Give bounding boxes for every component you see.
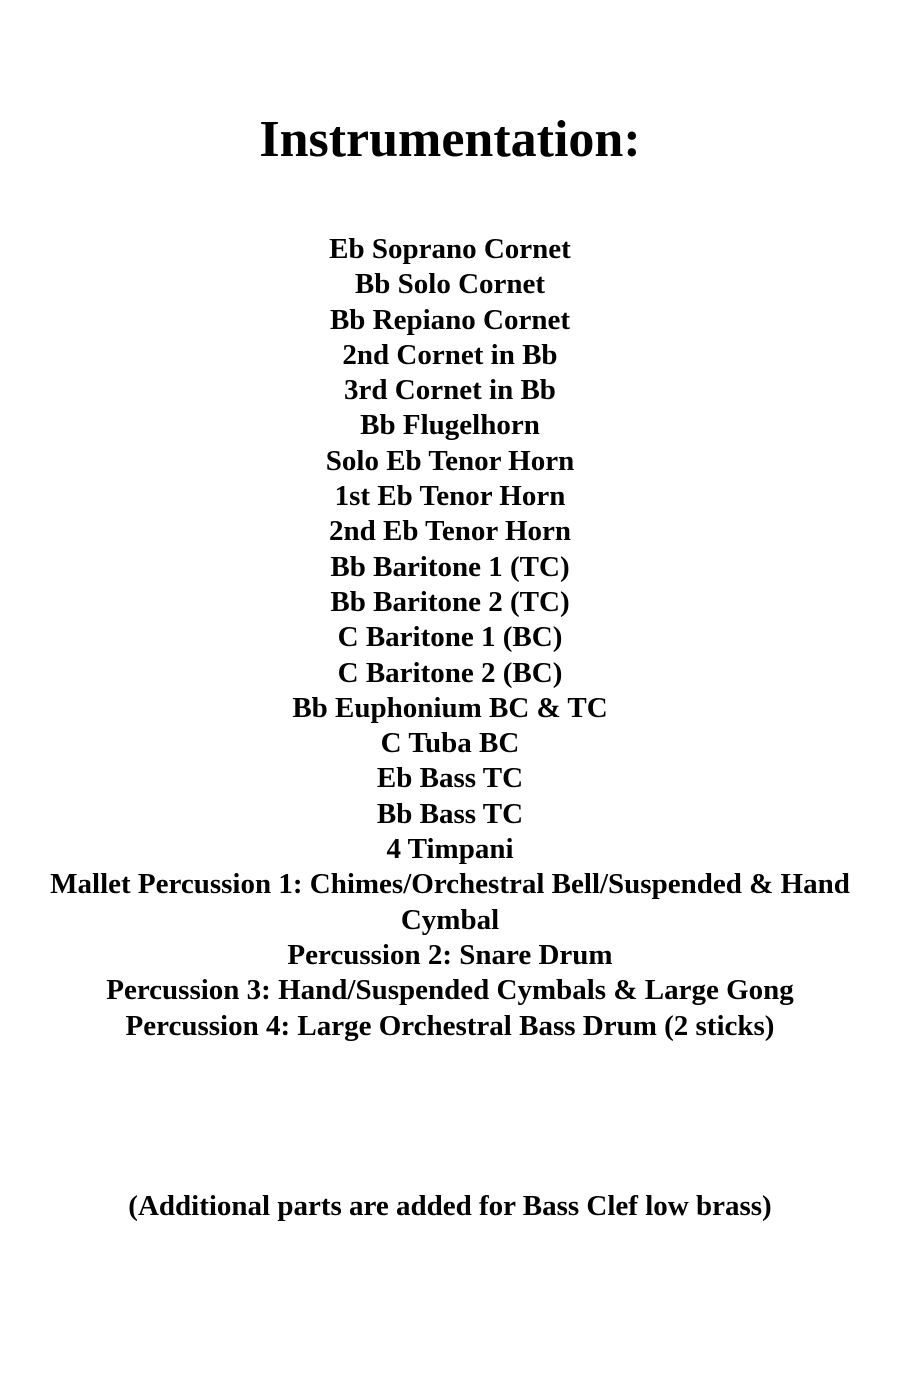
instrument-item: Eb Bass TC <box>376 762 524 795</box>
instrument-item: C Baritone 1 (BC) <box>337 621 563 654</box>
instrument-item: Bb Flugelhorn <box>360 409 540 442</box>
instrument-item: Solo Eb Tenor Horn <box>325 444 575 477</box>
instrument-item: Percussion 3: Hand/Suspended Cymbals & Large Gong <box>106 974 794 1007</box>
instrument-item: Percussion 2: Snare Drum <box>287 938 613 971</box>
instrument-item: Eb Soprano Cornet <box>329 233 571 265</box>
instrument-item: 3rd Cornet in Bb <box>344 374 556 407</box>
page-title: Instrumentation: <box>259 111 641 168</box>
instrument-item: 2nd Cornet in Bb <box>342 338 558 371</box>
instrument-item: Bb Euphonium BC & TC <box>292 691 608 724</box>
instrument-item: Bb Repiano Cornet <box>329 303 571 336</box>
instrument-list <box>20 232 880 1044</box>
instrument-item: 1st Eb Tenor Horn <box>334 480 566 513</box>
instrument-item: Bb Baritone 2 (TC) <box>330 585 570 618</box>
instrument-item: C Tuba BC <box>380 727 520 760</box>
additional-parts-note: (Additional parts are added for Bass Clef low brass) <box>128 1190 772 1222</box>
instrument-item: 2nd Eb Tenor Horn <box>328 515 572 548</box>
instrument-item: C Baritone 2 (BC) <box>337 656 563 689</box>
instrument-item: Mallet Percussion 1: Chimes/Orchestral Bell/Suspended & Hand Cymbal <box>50 868 850 936</box>
instrument-item: Percussion 4: Large Orchestral Bass Drum (2 sticks) <box>125 1009 775 1042</box>
instrument-item: Bb Bass TC <box>376 797 524 830</box>
instrument-item: Bb Solo Cornet <box>354 268 546 301</box>
instrument-item: 4 Timpani <box>386 833 514 866</box>
instrument-item: Bb Baritone 1 (TC) <box>330 550 570 583</box>
